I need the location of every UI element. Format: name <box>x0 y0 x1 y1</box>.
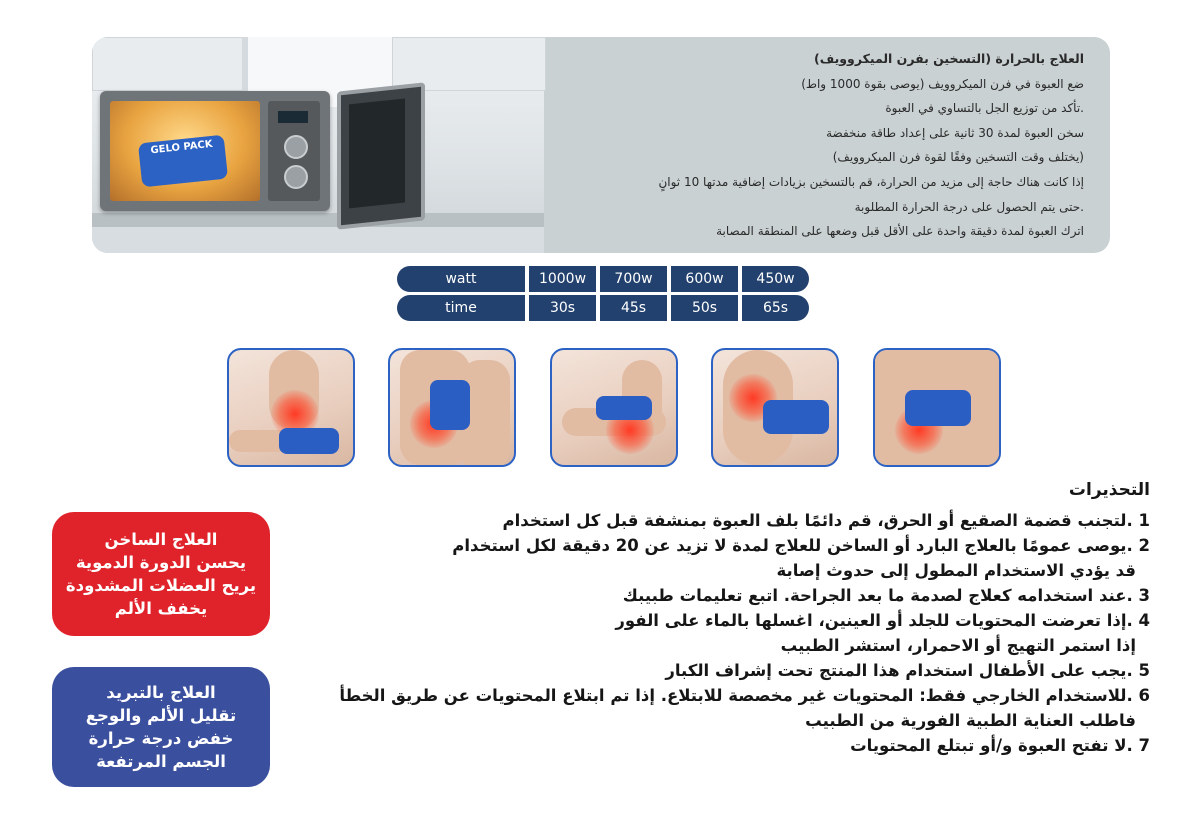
watt-value: 700w <box>600 266 667 292</box>
knee-photo <box>388 348 516 467</box>
warning-item: 3 .عند استخدامه كعلاج لصدمة ما بعد الجراحة. اتبع تعليمات طبيبك <box>622 586 1150 605</box>
watt-value: 450w <box>742 266 809 292</box>
warning-item: 5 .يجب على الأطفال استخدام هذا المنتج تحت إشراف الكبار <box>665 661 1150 680</box>
warning-item: 4 .إذا تعرضت المحتويات للجلد أو العينين، اغسلها بالماء على الفور <box>615 611 1150 630</box>
warnings-section <box>280 478 1150 758</box>
microwave-line-7: اترك العبوة لمدة دقيقة واحدة على الأقل قبل وضعها على المنطقة المصابة <box>716 224 1084 239</box>
warning-item: 7 .لا تفتح العبوة و/أو تبتلع المحتويات <box>850 736 1150 755</box>
microwave-line-3: سخن العبوة لمدة 30 ثانية على إعداد طاقة منخفضة <box>826 125 1084 140</box>
cold-therapy-benefit: خفض درجة حرارة <box>88 729 234 748</box>
hot-therapy-box <box>52 512 270 636</box>
warning-item-continuation: فاطلب العناية الطبية الفورية من الطبيب <box>805 711 1136 730</box>
microwave-photo <box>92 37 544 253</box>
warning-item: 2 .يوصى عمومًا بالعلاج البارد أو الساخن للعلاج لمدة لا تزيد عن 20 دقيقة لكل استخدام <box>452 536 1150 555</box>
cold-therapy-title: العلاج بالتبريد <box>106 683 216 702</box>
microwave-line-5: إذا كانت هناك حاجة إلى مزيد من الحرارة، قم بالتسخين بزيادات إضافية مدتها 10 ثوانٍ <box>658 174 1084 189</box>
time-value: 50s <box>671 295 738 321</box>
microwave-line-4: (يختلف وقت التسخين وفقًا لقوة فرن الميكروويف) <box>832 150 1084 165</box>
warnings-title: التحذيرات <box>1068 480 1150 500</box>
elbow-photo <box>227 348 355 467</box>
microwave-heading: العلاج بالحرارة (التسخين بفرن الميكروويف) <box>813 51 1084 66</box>
microwave-heating-text <box>544 47 1084 247</box>
microwave-line-2: .تأكد من توزيع الجل بالتساوي في العبوة <box>885 101 1084 116</box>
warning-item-continuation: إذا استمر التهيج أو الاحمرار، استشر الطبيب <box>780 636 1136 655</box>
watt-value: 1000w <box>529 266 596 292</box>
time-value: 65s <box>742 295 809 321</box>
warning-item: 1 .لتجنب قضمة الصقيع أو الحرق، قم دائمًا بلف العبوة بمنشفة قبل كل استخدام <box>502 511 1150 530</box>
cold-therapy-benefit: تقليل الألم والوجع <box>85 706 237 725</box>
microwave-line-1: ضع العبوة في فرن الميكروويف (يوصى بقوة 1000 واط) <box>801 76 1084 91</box>
time-label: time <box>397 295 525 321</box>
gel-pack-in-microwave: GELO PACK <box>138 135 228 188</box>
watt-row <box>397 266 822 292</box>
ankle-photo <box>550 348 678 467</box>
cold-therapy-box <box>52 667 270 787</box>
microwave-line-6: .حتى يتم الحصول على درجة الحرارة المطلوبة <box>854 199 1084 214</box>
time-value: 30s <box>529 295 596 321</box>
hot-therapy-benefit: يحسن الدورة الدموية <box>75 553 247 572</box>
watt-label: watt <box>397 266 525 292</box>
hot-therapy-title: العلاج الساخن <box>104 530 218 549</box>
hot-therapy-benefit: يخفف الألم <box>114 599 208 618</box>
neck-photo <box>711 348 839 467</box>
warning-item-continuation: قد يؤدي الاستخدام المطول إلى حدوث إصابة <box>776 561 1136 580</box>
microwave-oven-illustration <box>100 91 330 211</box>
microwave-instructions-card <box>92 37 1110 253</box>
watt-value: 600w <box>671 266 738 292</box>
time-value: 45s <box>600 295 667 321</box>
microwave-door <box>337 82 425 229</box>
hot-therapy-benefit: يريح العضلات المشدودة <box>65 576 257 595</box>
cold-therapy-benefit: الجسم المرتفعة <box>96 752 226 771</box>
lower-back-photo <box>873 348 1001 467</box>
heating-time-table <box>397 266 822 324</box>
time-row <box>397 295 822 321</box>
warning-item: 6 .للاستخدام الخارجي فقط: المحتويات غير مخصصة للابتلاع. إذا تم ابتلاع المحتويات عن طريق الخطأ <box>339 686 1150 705</box>
